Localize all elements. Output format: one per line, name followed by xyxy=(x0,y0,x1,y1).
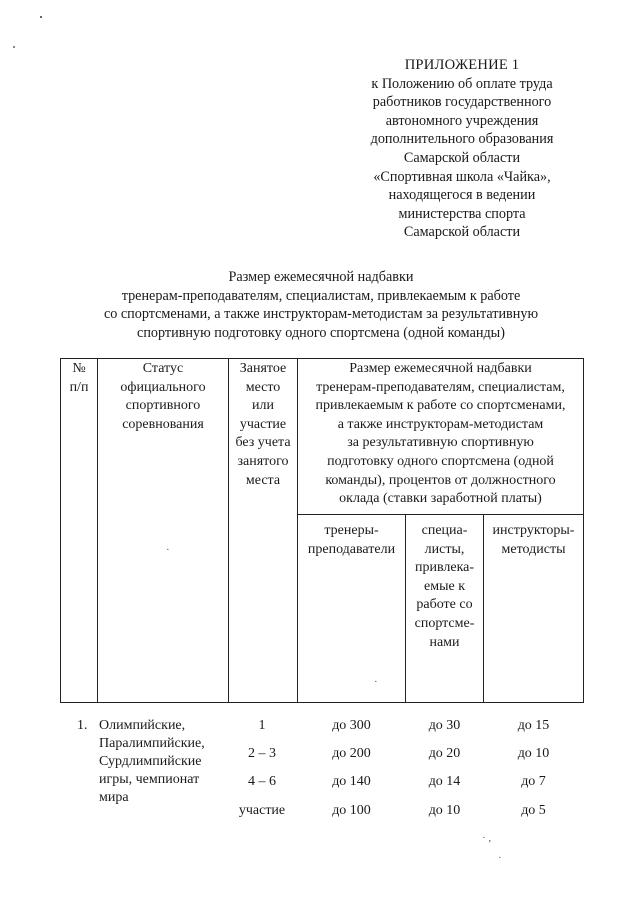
header-line: тренерам-преподавателям, специалистам, xyxy=(316,379,565,395)
header-line: без учета xyxy=(235,435,291,451)
header-line: привлекаемым к работе со спортсменами, xyxy=(315,398,566,414)
header-line: а также инструкторам-методистам xyxy=(337,416,544,432)
header-specialists xyxy=(406,522,483,652)
title-line: тренерам-преподавателям, специалистам, привлекаемым к работе xyxy=(121,287,521,304)
header-line: спортсме- xyxy=(414,615,475,631)
trainer-value: до 200 xyxy=(332,746,371,761)
header-line: работе со xyxy=(416,597,473,613)
methodist-value: до 10 xyxy=(517,746,550,761)
header-line: нами xyxy=(429,634,460,650)
grid-subheader-line xyxy=(297,514,584,515)
header-line: занятого xyxy=(237,453,289,469)
methodist-value: до 5 xyxy=(521,803,546,818)
header-line: места xyxy=(245,472,281,488)
header-line: Статус xyxy=(142,361,184,376)
header-line: соревнования xyxy=(122,416,204,432)
status-line: игры, чемпионат xyxy=(99,772,200,787)
header-line: инструкторы- xyxy=(492,523,575,538)
place-value: 1 xyxy=(258,718,266,733)
specialist-value: до 10 xyxy=(428,803,461,818)
scan-dot: · xyxy=(498,852,502,864)
row-number: 1. xyxy=(77,718,88,733)
appendix-line: автономного учреждения xyxy=(385,112,539,129)
header-line: п/п xyxy=(69,379,89,395)
appendix-line: находящегося в ведении xyxy=(388,187,536,204)
trainer-value: до 100 xyxy=(332,803,371,818)
methodist-value: до 15 xyxy=(517,718,550,733)
header-line: № xyxy=(72,361,86,376)
document-title xyxy=(40,268,602,342)
specialist-value: до 30 xyxy=(428,718,461,733)
header-line: или xyxy=(252,398,274,414)
appendix-line: работников государственного xyxy=(372,94,552,111)
trainer-value: до 140 xyxy=(332,774,371,789)
row-status xyxy=(99,717,239,807)
header-line: тренеры- xyxy=(324,523,379,538)
appendix-block xyxy=(330,56,594,242)
specialist-value: до 20 xyxy=(428,746,461,761)
scan-dot xyxy=(13,46,15,48)
header-line: листы, xyxy=(424,541,465,557)
status-line: Сурдлимпийские xyxy=(99,754,202,769)
header-trainers xyxy=(298,522,405,559)
appendix-line: министерства спорта xyxy=(398,205,526,222)
header-line: место xyxy=(245,379,281,395)
scan-dot: · xyxy=(374,676,378,688)
status-line: Олимпийские, xyxy=(99,718,186,733)
scan-dot xyxy=(40,16,42,18)
header-line: емые к xyxy=(424,578,465,594)
header-methodists xyxy=(484,522,583,559)
header-line: команды), процентов от должностного xyxy=(325,472,556,488)
appendix-line: к Положению об оплате труда xyxy=(371,75,553,92)
table-header-grid xyxy=(60,358,584,703)
trainer-value: до 300 xyxy=(332,718,371,733)
header-line: преподаватели xyxy=(307,541,396,557)
title-line: Размер ежемесячной надбавки xyxy=(228,269,414,285)
header-line: подготовку одного спортсмена (одной xyxy=(327,453,554,469)
header-line: официального xyxy=(120,379,206,395)
grid-line xyxy=(60,358,61,703)
header-line: оклада (ставки заработной платы) xyxy=(339,491,542,507)
place-value: 2 – 3 xyxy=(248,746,276,761)
header-number xyxy=(61,360,97,397)
methodist-value: до 7 xyxy=(521,774,546,789)
appendix-line: Самарской области xyxy=(403,224,521,241)
title-line: со спортсменами, а также инструкторам-методистам за результативную xyxy=(103,306,539,323)
status-line: Паралимпийские, xyxy=(99,736,205,751)
specialist-value: до 14 xyxy=(428,774,461,789)
header-line: методисты xyxy=(501,541,566,557)
scan-dot: · xyxy=(166,544,170,556)
header-place xyxy=(229,360,297,490)
grid-border-bottom xyxy=(60,702,584,703)
header-line: специа- xyxy=(421,523,468,538)
place-value: участие xyxy=(238,803,286,818)
header-line: привлека- xyxy=(414,560,475,576)
appendix-line: Самарской области xyxy=(403,149,521,166)
scan-dot: · , xyxy=(482,832,492,844)
place-value: 4 – 6 xyxy=(248,774,276,789)
header-line: Размер ежемесячной надбавки xyxy=(349,361,532,376)
appendix-heading: ПРИЛОЖЕНИЕ 1 xyxy=(404,57,520,73)
title-line: спортивную подготовку одного спортсмена (одной команды) xyxy=(137,324,505,341)
header-status xyxy=(98,360,228,434)
header-line: участие xyxy=(239,416,287,432)
grid-line xyxy=(583,358,584,703)
grid-border-top xyxy=(60,358,584,359)
appendix-line: дополнительного образования xyxy=(370,131,554,148)
header-line: за результативную спортивную xyxy=(347,435,534,451)
header-line: Занятое xyxy=(239,361,287,376)
appendix-line: «Спортивная школа «Чайка», xyxy=(373,168,551,185)
header-line: спортивного xyxy=(125,398,201,414)
status-line: мира xyxy=(99,790,129,805)
header-allowance xyxy=(298,360,583,509)
